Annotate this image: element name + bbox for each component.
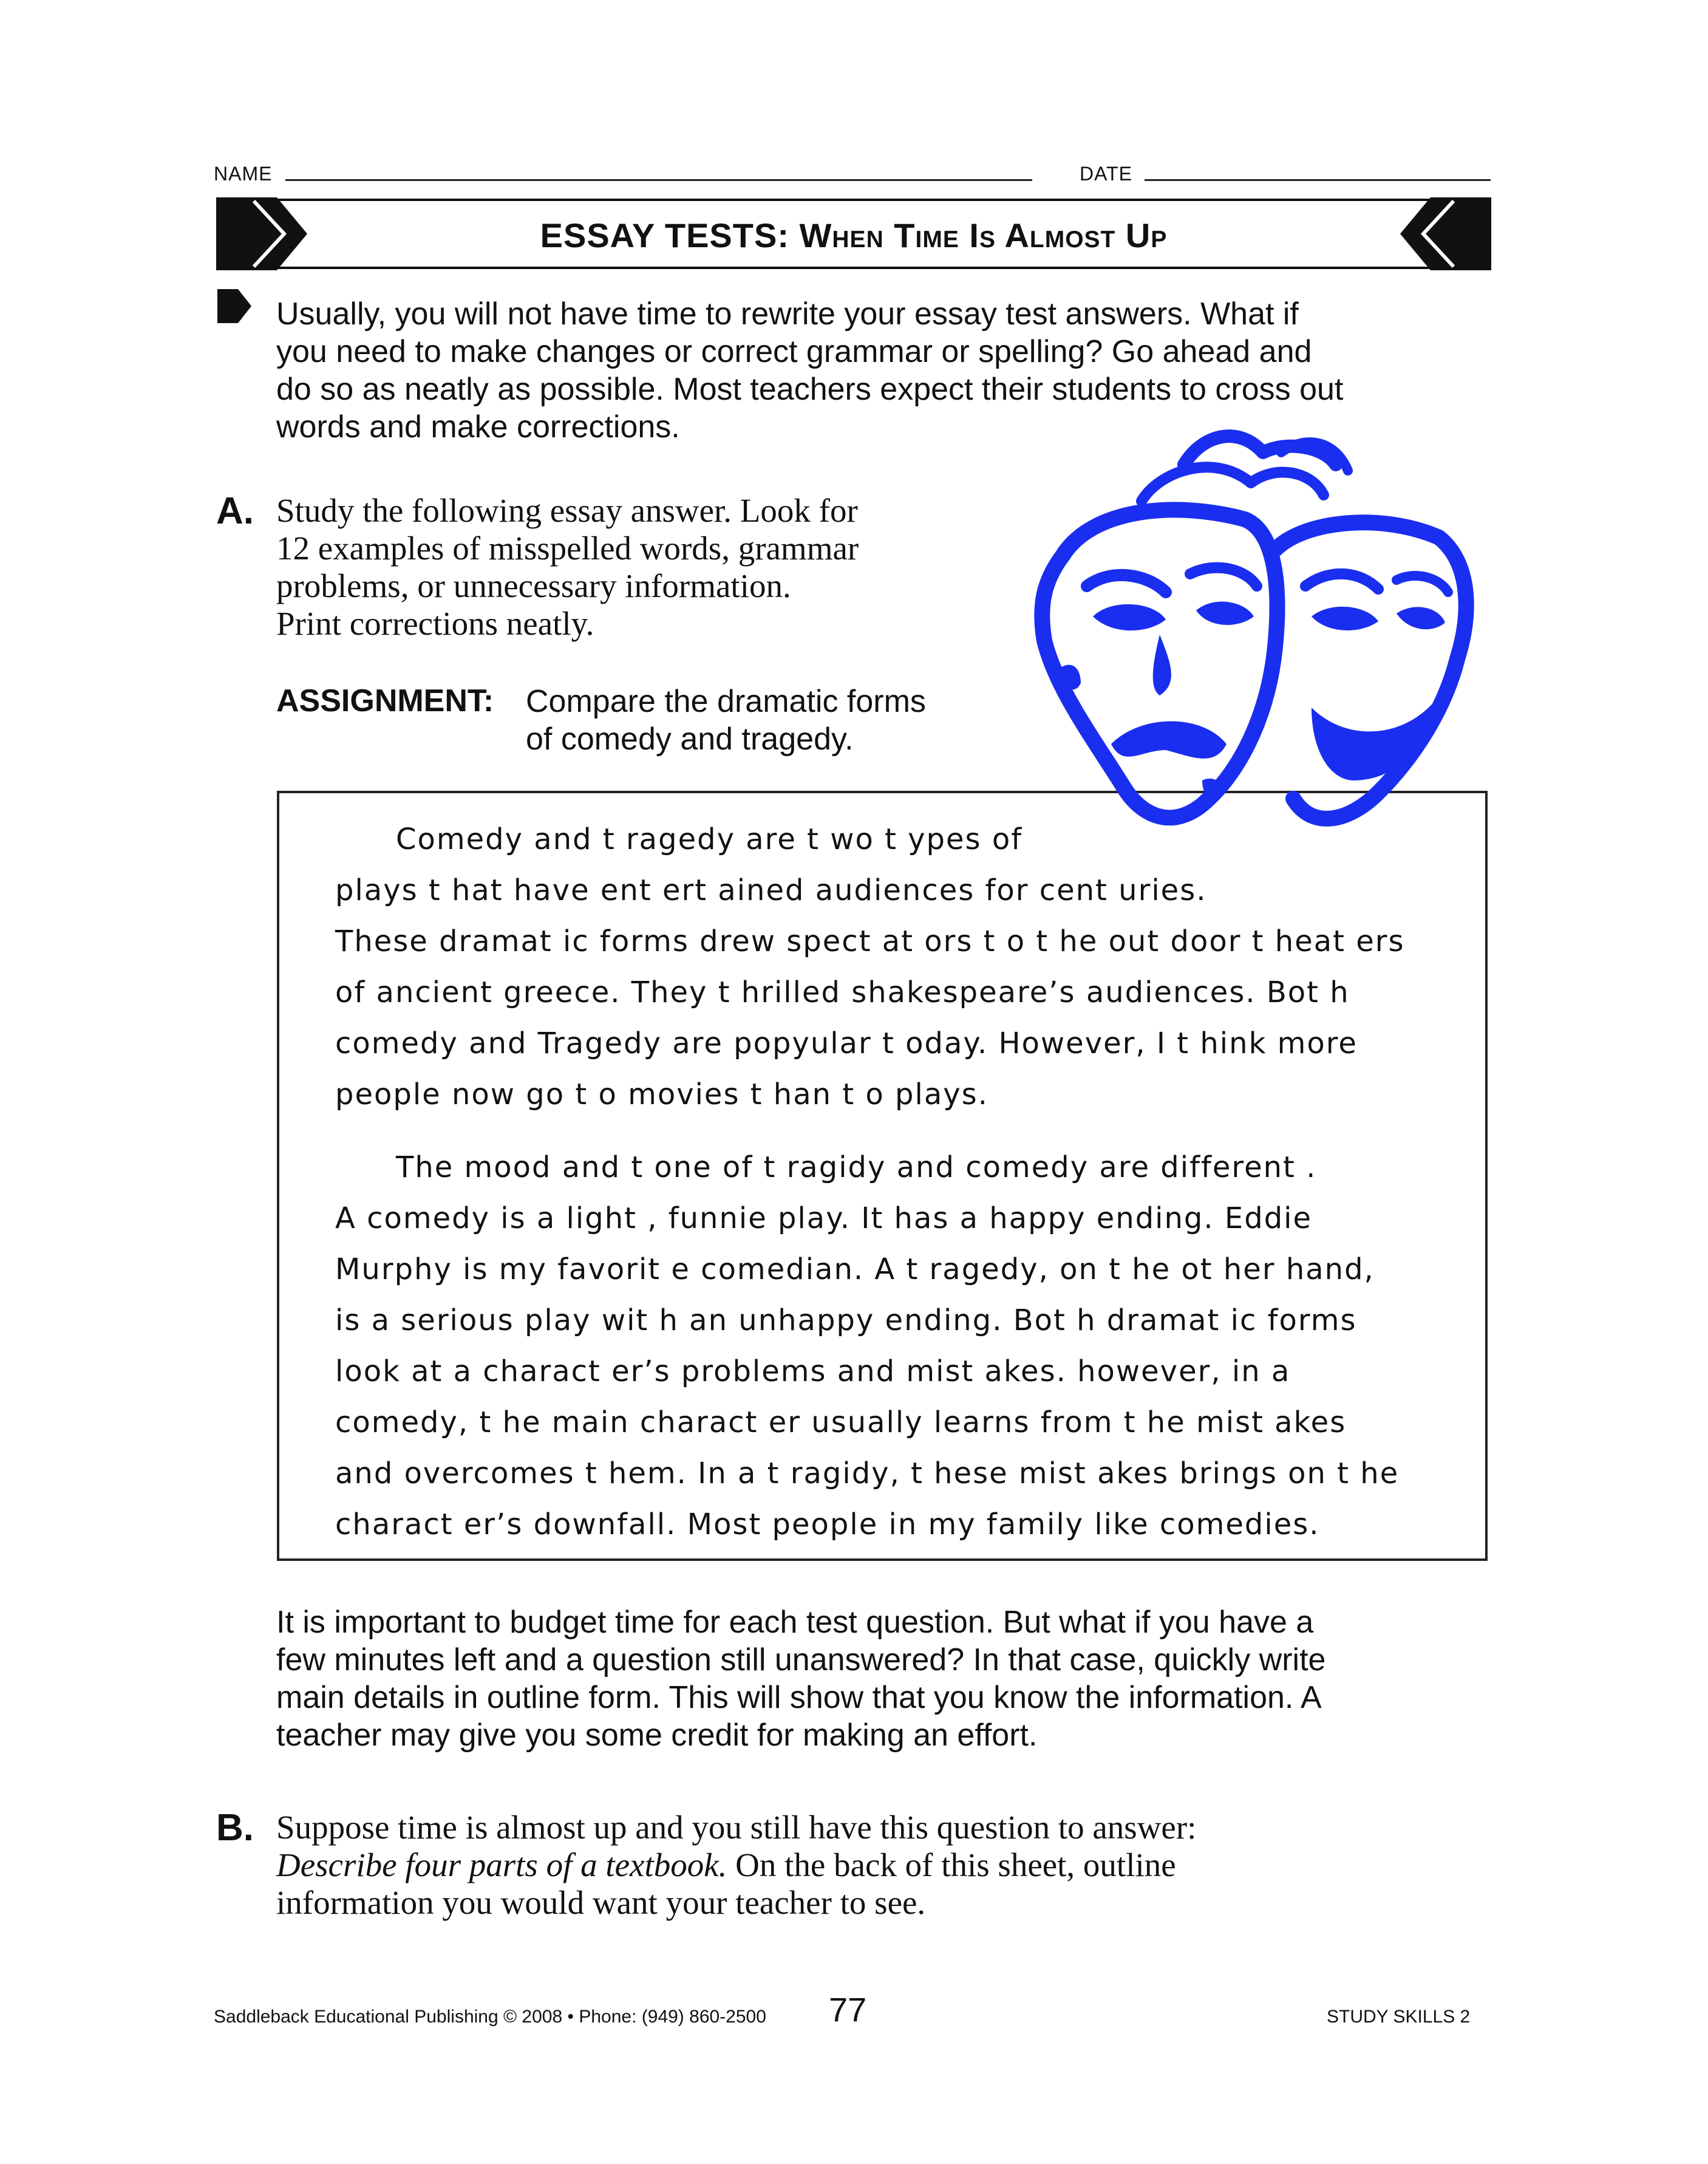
instruction-line: Suppose time is almost up and you still have this question to answer: — [276, 1809, 1197, 1846]
essay-line: Murphy is my favorit e comedian. A t ragedy, on t he ot her hand, — [335, 1252, 1375, 1286]
essay-line: charact er’s downfall. Most people in my family like comedies. — [335, 1507, 1320, 1541]
arrow-bullet-icon — [216, 288, 253, 324]
essay-line: These dramat ic forms drew spect at ors t o t he out door t heat ers — [335, 924, 1405, 958]
essay-line: Comedy and t ragedy are t wo t ypes of — [396, 822, 1023, 856]
essay-line: plays t hat have ent ert ained audiences for cent uries. — [335, 873, 1207, 907]
assignment-text — [526, 683, 926, 758]
instruction-line: problems, or unnecessary information. — [276, 567, 791, 604]
date-label: DATE — [1080, 163, 1132, 185]
essay-line: of ancient greece. They t hrilled shakespeare’s audiences. Bot h — [335, 975, 1350, 1009]
essay-line: look at a charact er’s problems and mist akes. however, in a — [335, 1354, 1291, 1388]
tip-line: teacher may give you some credit for making an effort. — [276, 1718, 1038, 1753]
essay-line: and overcomes t hem. In a t ragidy, t hese mist akes brings on t he — [335, 1456, 1400, 1490]
section-b-instructions — [276, 1809, 1485, 1922]
instruction-text: On the back of this sheet, outline — [727, 1846, 1176, 1883]
name-line[interactable] — [285, 179, 1032, 181]
intro-line: Usually, you will not have time to rewrite your essay test answers. What if — [276, 296, 1299, 332]
footer-series: STUDY SKILLS 2 — [1327, 2007, 1471, 2027]
page-title: ESSAY TESTS: When Time Is Almost Up — [540, 216, 1168, 254]
essay-text — [335, 814, 1477, 1550]
essay-paragraph-2 — [335, 1142, 1477, 1550]
tip-line: few minutes left and a question still unanswered? In that case, quickly write — [276, 1642, 1326, 1678]
instruction-line: Study the following essay answer. Look for — [276, 492, 858, 529]
tip-paragraph — [276, 1603, 1466, 1754]
section-a-letter: A. — [216, 490, 254, 532]
intro-line: do so as neatly as possible. Most teachers expect their students to cross out — [276, 372, 1344, 407]
assignment-line: of comedy and tragedy. — [526, 722, 854, 757]
section-a-instructions — [276, 492, 1005, 643]
section-b-letter: B. — [216, 1807, 254, 1849]
page-number: 77 — [829, 1990, 867, 2029]
instruction-line — [276, 1846, 1485, 1884]
intro-line: you need to make changes or correct grammar or spelling? Go ahead and — [276, 334, 1312, 369]
essay-line: is a serious play wit h an unhappy ending. Bot h dramat ic forms — [335, 1303, 1357, 1337]
instruction-line: Print corrections neatly. — [276, 605, 594, 642]
essay-line: The mood and t one of t ragidy and comedy are different . — [396, 1150, 1317, 1184]
tip-line: It is important to budget time for each test question. But what if you have a — [276, 1605, 1314, 1640]
instruction-line: information you would want your teacher to see. — [276, 1884, 926, 1921]
essay-line: comedy, t he main charact er usually learns from t he mist akes — [335, 1405, 1347, 1439]
essay-line: people now go t o movies t han t o plays. — [335, 1077, 988, 1111]
title-banner — [216, 197, 1491, 270]
question-text: Describe four parts of a textbook. — [276, 1846, 727, 1883]
assignment-line: Compare the dramatic forms — [526, 684, 926, 719]
footer-publisher: Saddleback Educational Publishing © 2008 • Phone: (949) 860-2500 — [214, 2007, 766, 2027]
date-line[interactable] — [1145, 179, 1491, 181]
intro-line: words and make corrections. — [276, 409, 680, 445]
intro-paragraph — [276, 295, 1466, 446]
theater-masks-icon — [1020, 428, 1482, 853]
assignment-label: ASSIGNMENT: — [276, 683, 494, 718]
instruction-line: 12 examples of misspelled words, grammar — [276, 530, 859, 567]
essay-paragraph-1 — [335, 814, 1477, 1120]
essay-line: comedy and Tragedy are popyular t oday. However, I t hink more — [335, 1026, 1358, 1060]
tip-line: main details in outline form. This will show that you know the information. A — [276, 1680, 1322, 1715]
essay-line: A comedy is a light , funnie play. It has a happy ending. Eddie — [335, 1201, 1313, 1235]
name-label: NAME — [214, 163, 273, 185]
